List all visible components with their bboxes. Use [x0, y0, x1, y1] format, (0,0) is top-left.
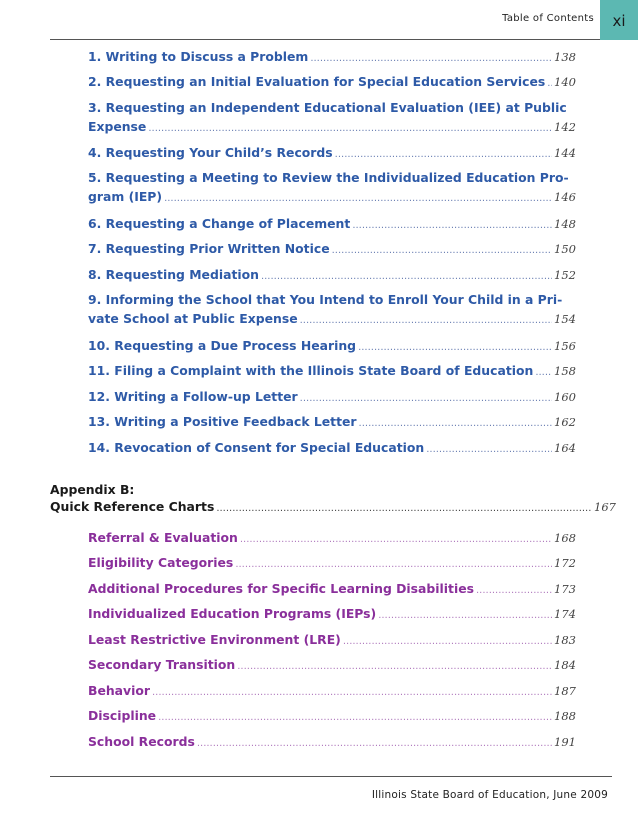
toc-entry-line	[88, 168, 576, 187]
dot-leader	[261, 267, 552, 286]
toc-entry-line	[88, 387, 576, 408]
toc-page-number: 148	[554, 217, 576, 231]
dot-leader	[358, 338, 552, 357]
toc-entry[interactable]	[88, 553, 576, 574]
dot-leader	[359, 414, 553, 433]
appendix-title: Quick Reference Charts	[50, 499, 215, 514]
toc-page-number: 191	[554, 735, 576, 749]
dot-leader	[152, 683, 552, 702]
toc-entry-title: 9. Informing the School that You Intend to Enroll Your Child in a Pri-	[88, 292, 563, 307]
dot-leader	[235, 555, 552, 574]
toc-entry-line	[88, 438, 576, 459]
toc-entry[interactable]	[88, 630, 576, 651]
toc-page-number: 188	[554, 709, 576, 723]
toc-entry-title: 11. Filing a Complaint with the Illinois State Board of Education	[88, 363, 534, 378]
toc-entry-line	[88, 239, 576, 260]
toc-entry-title: School Records	[88, 734, 195, 749]
toc-page-number: 184	[554, 658, 576, 672]
dot-leader	[310, 49, 552, 68]
toc-page-number: 158	[554, 364, 576, 378]
appendix-label: Appendix B:	[50, 482, 135, 497]
toc-entry-line	[88, 681, 576, 702]
dot-leader	[237, 657, 552, 676]
toc-entry-title: 7. Requesting Prior Written Notice	[88, 241, 330, 256]
toc-entry[interactable]	[88, 168, 576, 208]
toc-page-number: 142	[554, 120, 576, 134]
toc-page-number: 140	[554, 75, 576, 89]
dot-leader	[148, 119, 552, 138]
toc-entry[interactable]	[88, 528, 576, 549]
toc-entry-title: 5. Requesting a Meeting to Review the Individualized Education Pro-	[88, 170, 569, 185]
toc-page-number: 183	[554, 633, 576, 647]
toc-entry[interactable]	[88, 706, 576, 727]
toc-entry[interactable]	[88, 239, 576, 260]
footer-divider	[50, 776, 612, 777]
page-number-tab	[600, 0, 638, 40]
toc-page-number: 156	[554, 339, 576, 353]
toc-entry[interactable]	[88, 265, 576, 286]
toc-page-number: 174	[554, 607, 576, 621]
dot-leader	[535, 363, 552, 382]
toc-entry[interactable]	[88, 214, 576, 235]
dot-leader	[197, 734, 552, 753]
appendix-heading[interactable]	[50, 481, 616, 517]
toc-entry-line	[88, 117, 576, 138]
header-divider	[50, 39, 600, 40]
toc-entry[interactable]	[88, 579, 576, 600]
section-title: Table of Contents	[502, 13, 594, 24]
toc-entry-title: 3. Requesting an Independent Educational Evaluation (IEE) at Public	[88, 100, 567, 115]
toc-entry-line	[88, 630, 576, 651]
toc-page-number: 152	[554, 268, 576, 282]
toc-entry-line	[88, 265, 576, 286]
toc-page-number: 138	[554, 50, 576, 64]
toc-page-number: 144	[554, 146, 576, 160]
toc-page-number: 164	[554, 441, 576, 455]
toc-page-number: 162	[554, 415, 576, 429]
toc-entry-line	[88, 655, 576, 676]
toc-page-number: 160	[554, 390, 576, 404]
toc-entry[interactable]	[88, 143, 576, 164]
toc-entry[interactable]	[88, 412, 576, 433]
toc-page-number: 168	[554, 531, 576, 545]
toc-entry-title: gram (IEP)	[88, 189, 163, 204]
toc-entry-line	[88, 528, 576, 549]
toc-entry[interactable]	[88, 290, 576, 330]
toc-entry-line	[88, 47, 576, 68]
toc-entry-title: 6. Requesting a Change of Placement	[88, 216, 351, 231]
toc-entry[interactable]	[88, 361, 576, 382]
toc-entry-line	[88, 309, 576, 330]
toc-page-number: 150	[554, 242, 576, 256]
dot-leader	[352, 216, 552, 235]
toc-entry-title: 1. Writing to Discuss a Problem	[88, 49, 309, 64]
toc-entry-title: vate School at Public Expense	[88, 311, 298, 326]
footer-text: Illinois State Board of Education, June 2009	[371, 789, 608, 801]
toc-entry-title: 8. Requesting Mediation	[88, 267, 259, 282]
dot-leader	[300, 389, 552, 408]
toc-entry-line	[88, 361, 576, 382]
toc-entry[interactable]	[88, 72, 576, 93]
toc-entry-title: Eligibility Categories	[88, 555, 234, 570]
toc-entry-line	[88, 706, 576, 727]
toc-entry[interactable]	[88, 604, 576, 625]
toc-page-number: 154	[554, 312, 576, 326]
dot-leader	[343, 632, 552, 651]
toc-entry-title: 10. Requesting a Due Process Hearing	[88, 338, 357, 353]
dot-leader	[476, 581, 552, 600]
dot-leader	[300, 311, 552, 330]
toc-entry-line	[88, 412, 576, 433]
toc-page-number: 146	[554, 190, 576, 204]
dot-leader	[216, 500, 592, 517]
dot-leader	[164, 189, 552, 208]
toc-entry-line	[88, 72, 576, 93]
page-numeral: xi	[612, 12, 626, 30]
toc-entry-title: Secondary Transition	[88, 657, 236, 672]
dot-leader	[547, 74, 552, 93]
toc-entry[interactable]	[88, 387, 576, 408]
toc-entry-line	[88, 98, 576, 117]
toc-page-number: 167	[594, 500, 616, 514]
toc-entry-line	[88, 336, 576, 357]
toc-page-number: 173	[554, 582, 576, 596]
dot-leader	[378, 606, 552, 625]
toc-entry-title: Individualized Education Programs (IEPs)	[88, 606, 377, 621]
toc-entry-title: Behavior	[88, 683, 150, 698]
toc-entry-line	[88, 214, 576, 235]
toc-entry-line	[88, 187, 576, 208]
dot-leader	[426, 440, 552, 459]
toc-entry-title: Discipline	[88, 708, 157, 723]
appendix-title-line	[50, 498, 616, 517]
toc-entry-title: 14. Revocation of Consent for Special Education	[88, 440, 425, 455]
toc-entry-line	[88, 290, 576, 309]
toc-entry-title: 13. Writing a Positive Feedback Letter	[88, 414, 357, 429]
toc-entry[interactable]	[88, 336, 576, 357]
dot-leader	[158, 708, 552, 727]
toc-entry[interactable]	[88, 681, 576, 702]
toc-entry[interactable]	[88, 98, 576, 138]
toc-entry-line	[88, 143, 576, 164]
toc-page-number: 187	[554, 684, 576, 698]
toc-entry[interactable]	[88, 47, 576, 68]
toc-entry-line	[88, 732, 576, 753]
toc-entry-title: 12. Writing a Follow-up Letter	[88, 389, 298, 404]
toc-entry-title: Referral & Evaluation	[88, 530, 238, 545]
toc-page-number: 172	[554, 556, 576, 570]
dot-leader	[240, 530, 552, 549]
toc-entry-line	[88, 553, 576, 574]
dot-leader	[335, 145, 552, 164]
toc-entry-title: 2. Requesting an Initial Evaluation for Special Education Services	[88, 74, 546, 89]
toc-entry-line	[88, 604, 576, 625]
toc-entry[interactable]	[88, 438, 576, 459]
dot-leader	[332, 241, 552, 260]
toc-entry-title: Least Restrictive Environment (LRE)	[88, 632, 341, 647]
toc-entry-line	[88, 579, 576, 600]
toc-entry-title: 4. Requesting Your Child’s Records	[88, 145, 333, 160]
toc-entry-title: Expense	[88, 119, 147, 134]
toc-entry[interactable]	[88, 732, 576, 753]
toc-entry[interactable]	[88, 655, 576, 676]
toc-entry-title: Additional Procedures for Specific Learning Disabilities	[88, 581, 474, 596]
